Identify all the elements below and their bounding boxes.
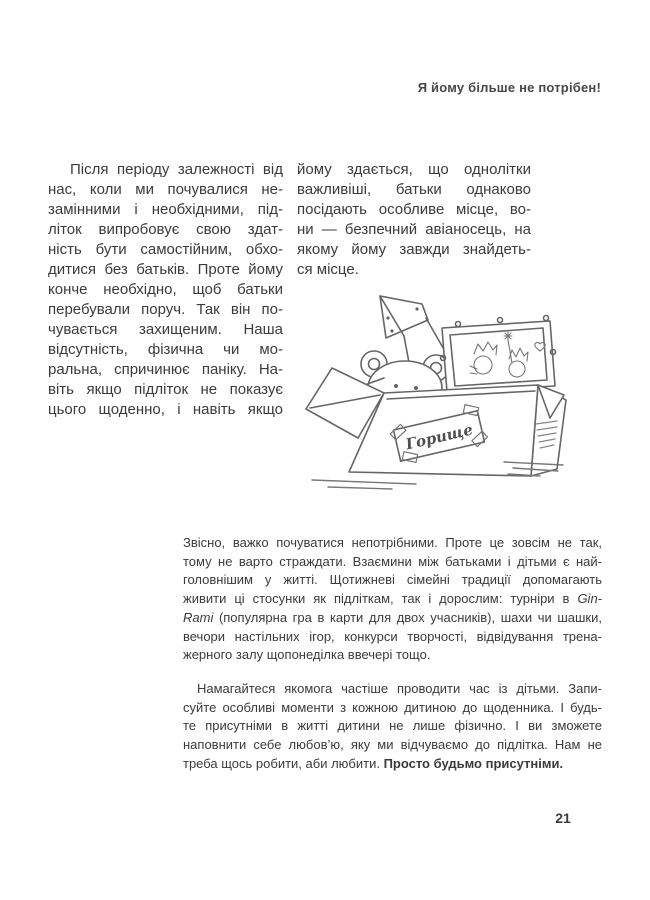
text-line [48, 320, 283, 340]
attic-box-illustration [300, 278, 580, 490]
text-segment: нас, коли ми почувалися не- [48, 181, 283, 198]
text-segment: відсутність, фізична чи мо- [48, 341, 283, 358]
text-line [183, 755, 602, 774]
text-segment: замінними і необхідними, під- [48, 201, 283, 218]
text-line [183, 646, 602, 665]
text-segment: (популярна гра в карти для двох учасників), шахи чи шашки, [213, 609, 602, 625]
text-segment: Після періоду залежності від [70, 161, 283, 178]
body-paragraph-2 [183, 680, 602, 774]
text-line [183, 590, 602, 609]
text-segment: Gin- [577, 591, 602, 607]
text-segment: Просто будьмо присутніми. [383, 755, 564, 771]
text-segment: конче необхідно, щоб батьки [48, 281, 283, 298]
attic-box-sketch-icon [300, 278, 580, 490]
text-line [183, 680, 602, 699]
text-segment: віть якщо підліток не показує [48, 381, 283, 398]
text-segment: чувається захищеним. Наша [48, 321, 283, 338]
text-segment: тому не варто страждати. Взаємини між батьками і дітьми є най- [183, 553, 602, 569]
text-segment: посідають особливе місце, во- [297, 201, 531, 218]
text-line [183, 736, 602, 755]
text-segment: треба щось робити, аби любити. [183, 755, 384, 771]
text-line [183, 553, 602, 572]
text-segment: суйте особливі моменти з кожною дитиною до щоденника. І будь- [183, 699, 602, 715]
text-segment: перебували поруч. Так він по- [48, 301, 283, 318]
text-segment: головнішим у житті. Щотижневі сімейні традиції допомагають [183, 572, 602, 588]
text-segment: ни — безпечний авіаносець, на [297, 221, 531, 238]
text-segment: вечори настільних ігор, конкурси творчості, відвідування трена- [183, 628, 602, 644]
text-line [48, 400, 283, 420]
text-line [48, 220, 283, 240]
text-line [48, 380, 283, 400]
text-segment: йому здається, що однолітки [297, 161, 531, 178]
text-segment: живити ці стосунки як підліткам, так і дорослим: турніри в [183, 591, 578, 607]
text-segment: дитися без батьків. Проте йому [48, 261, 283, 278]
text-line [297, 260, 531, 280]
text-segment: ність бути самостійним, обхо- [48, 241, 283, 258]
text-line [183, 571, 602, 590]
text-line [48, 260, 283, 280]
text-line [183, 699, 602, 718]
text-line [297, 200, 531, 220]
text-line [297, 160, 531, 180]
text-line [48, 240, 283, 260]
text-segment: наповнити себе любов’ю, яку ми відчуваємо до підлітка. Нам не [183, 737, 602, 753]
text-segment: ся місце. [297, 261, 359, 278]
text-line [48, 360, 283, 380]
body-paragraph-1 [183, 534, 602, 665]
text-line [48, 180, 283, 200]
attic-label-text: Горище [403, 420, 475, 454]
text-segment: Намагайтеся якомога частіше проводити час із дітьми. Запи- [197, 681, 602, 696]
text-segment: Звісно, важко почуватися непотрібними. Проте це зовсім не так, [183, 535, 602, 550]
text-segment: цього щоденно, і навіть якщо [48, 401, 283, 418]
text-line [297, 240, 531, 260]
page-number: 21 [555, 810, 571, 826]
text-line [48, 280, 283, 300]
text-segment: жерного залу щопонеділка ввечері тощо. [183, 647, 431, 663]
running-head: Я йому більше не потрібен! [417, 80, 601, 95]
text-line [48, 200, 283, 220]
text-segment: те присутніми в житті дитини не лише фізично. І ви зможете [183, 718, 602, 734]
text-segment: важливіші, батьки однаково [297, 181, 531, 198]
picture-frame-icon [441, 316, 556, 393]
text-line [183, 609, 602, 628]
text-line [183, 628, 602, 647]
text-segment: Rami [183, 609, 214, 625]
text-line [183, 717, 602, 736]
text-line [297, 220, 531, 240]
intro-column-left [48, 160, 283, 420]
text-line [297, 180, 531, 200]
text-line [48, 300, 283, 320]
text-segment: літок випробовує свою здат- [48, 221, 283, 238]
text-line [183, 534, 602, 553]
text-segment: якому йому завжди знайдеть- [297, 241, 531, 258]
text-segment: ральна, спричинює паніку. На- [48, 361, 283, 378]
text-line [48, 340, 283, 360]
text-line [48, 160, 283, 180]
intro-column-right [297, 160, 531, 280]
